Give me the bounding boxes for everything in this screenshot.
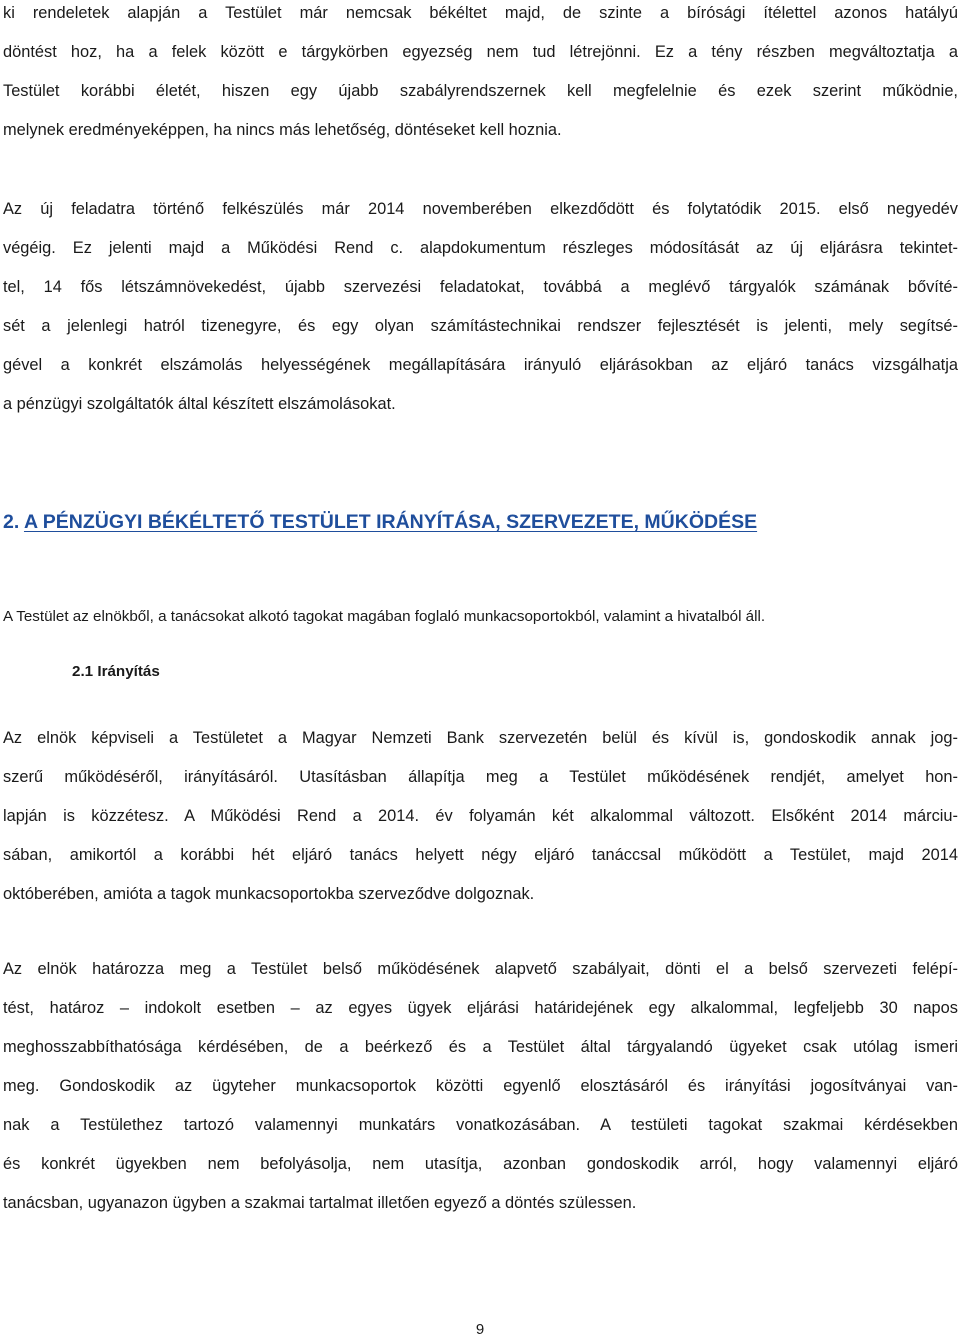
text-line: nak a Testülethez tartozó valamennyi munkatárs vonatkozásában. A testületi tagokat szakmai kérdésekben xyxy=(3,1116,958,1134)
text-line: sában, amikortól a korábbi hét eljáró tanács helyett négy eljáró tanáccsal működött a Testület, majd 2014 xyxy=(3,846,958,864)
text-line: gével a konkrét elszámolás helyességének megállapítására irányuló eljárásokban az eljáró tanács vizsgálhatja xyxy=(3,356,958,374)
subsection-heading xyxy=(72,659,160,685)
text-line: döntést hoz, ha a felek között e tárgykörben egyezség nem tud létrejönni. Ez a tény részben megváltoztatja a xyxy=(3,43,958,61)
text-line: tel, 14 fős létszámnövekedést, újabb szervezési feladatokat, továbbá a meglévő tárgyalók számának bővíté- xyxy=(3,278,958,296)
text-line: Testület korábbi életét, hiszen egy újabb szabályrendszernek kell megfelelnie és ezek szerint működnie, xyxy=(3,82,958,100)
paragraph-felkeszules xyxy=(3,190,958,424)
text-line: sét a jelenlegi hatról tizenegyre, és egy olyan számítástechnikai rendszer fejlesztését is jelenti, mely segítsé- xyxy=(3,317,958,335)
text-line: Az elnök határozza meg a Testület belső működésének alapvető szabályait, dönti el a belső szervezeti felépí- xyxy=(3,960,958,978)
text-line: tanácsban, ugyanazon ügyben a szakmai tartalmat illetően egyező a döntés szülessen. xyxy=(3,1194,637,1212)
text-line: meghosszabbíthatósága kérdésében, de a beérkező és a Testület által tárgyalandó ügyeket csak utólag ismeri xyxy=(3,1038,958,1056)
text-line: októberében, amióta a tagok munkacsoportokba szerveződve dolgoznak. xyxy=(3,885,535,903)
text-line: lapján is közzétesz. A Működési Rend a 2014. év folyamán két alkalommal változott. Elsőként 2014 márciu- xyxy=(3,807,958,825)
paragraph-rendeletek xyxy=(3,0,958,150)
subsection-title: Irányítás xyxy=(97,663,160,680)
section-intro: A Testület az elnökből, a tanácsokat alkotó tagokat magában foglaló munkacsoportokból, valamint a hivatalból áll. xyxy=(3,608,766,625)
text-line: végéig. Ez jelenti majd a Működési Rend c. alapdokumentum részleges módosítását az új eljárásra tekintet- xyxy=(3,239,958,257)
text-line: Az elnök képviseli a Testületet a Magyar Nemzeti Bank szervezetén belül és kívül is, gondoskodik annak jog- xyxy=(3,729,958,747)
text-line: szerű működéséről, irányításáról. Utasításban állapítja meg a Testület működésének rendjét, amelyet hon- xyxy=(3,768,958,786)
text-line: ki rendeletek alapján a Testület már nemcsak békéltet majd, de szinte a bírósági ítélettel azonos hatályú xyxy=(3,4,958,22)
page-number: 9 xyxy=(475,1321,485,1338)
text-line: Az új feladatra történő felkészülés már 2014 novemberében elkezdődött és folytatódik 2015. első negyedév xyxy=(3,200,958,218)
text-line: melynek eredményeképpen, ha nincs más lehetőség, döntéseket kell hoznia. xyxy=(3,121,562,139)
subsection-number: 2.1 xyxy=(72,663,94,680)
paragraph-elnok-kepviseli xyxy=(3,719,958,914)
paragraph-elnok-hatarozza xyxy=(3,950,958,1223)
text-line: tést, határoz – indokolt esetben – az egyes ügyek eljárási határidejének egy alkalommal, legfeljebb 30 napos xyxy=(3,999,958,1017)
section-heading xyxy=(3,507,757,537)
text-line: a pénzügyi szolgáltatók által készített elszámolásokat. xyxy=(3,395,396,413)
text-line: és konkrét ügyekben nem befolyásolja, nem utasítja, azonban gondoskodik arról, hogy valamennyi eljáró xyxy=(3,1155,958,1173)
section-number: 2. xyxy=(3,511,20,533)
text-line: meg. Gondoskodik az ügyteher munkacsoportok közötti egyenlő elosztásáról és irányítási jogosítványai van- xyxy=(3,1077,958,1095)
section-title: A PÉNZÜGYI BÉKÉLTETŐ TESTÜLET IRÁNYÍTÁSA, SZERVEZETE, MŰKÖDÉSE xyxy=(23,511,758,533)
